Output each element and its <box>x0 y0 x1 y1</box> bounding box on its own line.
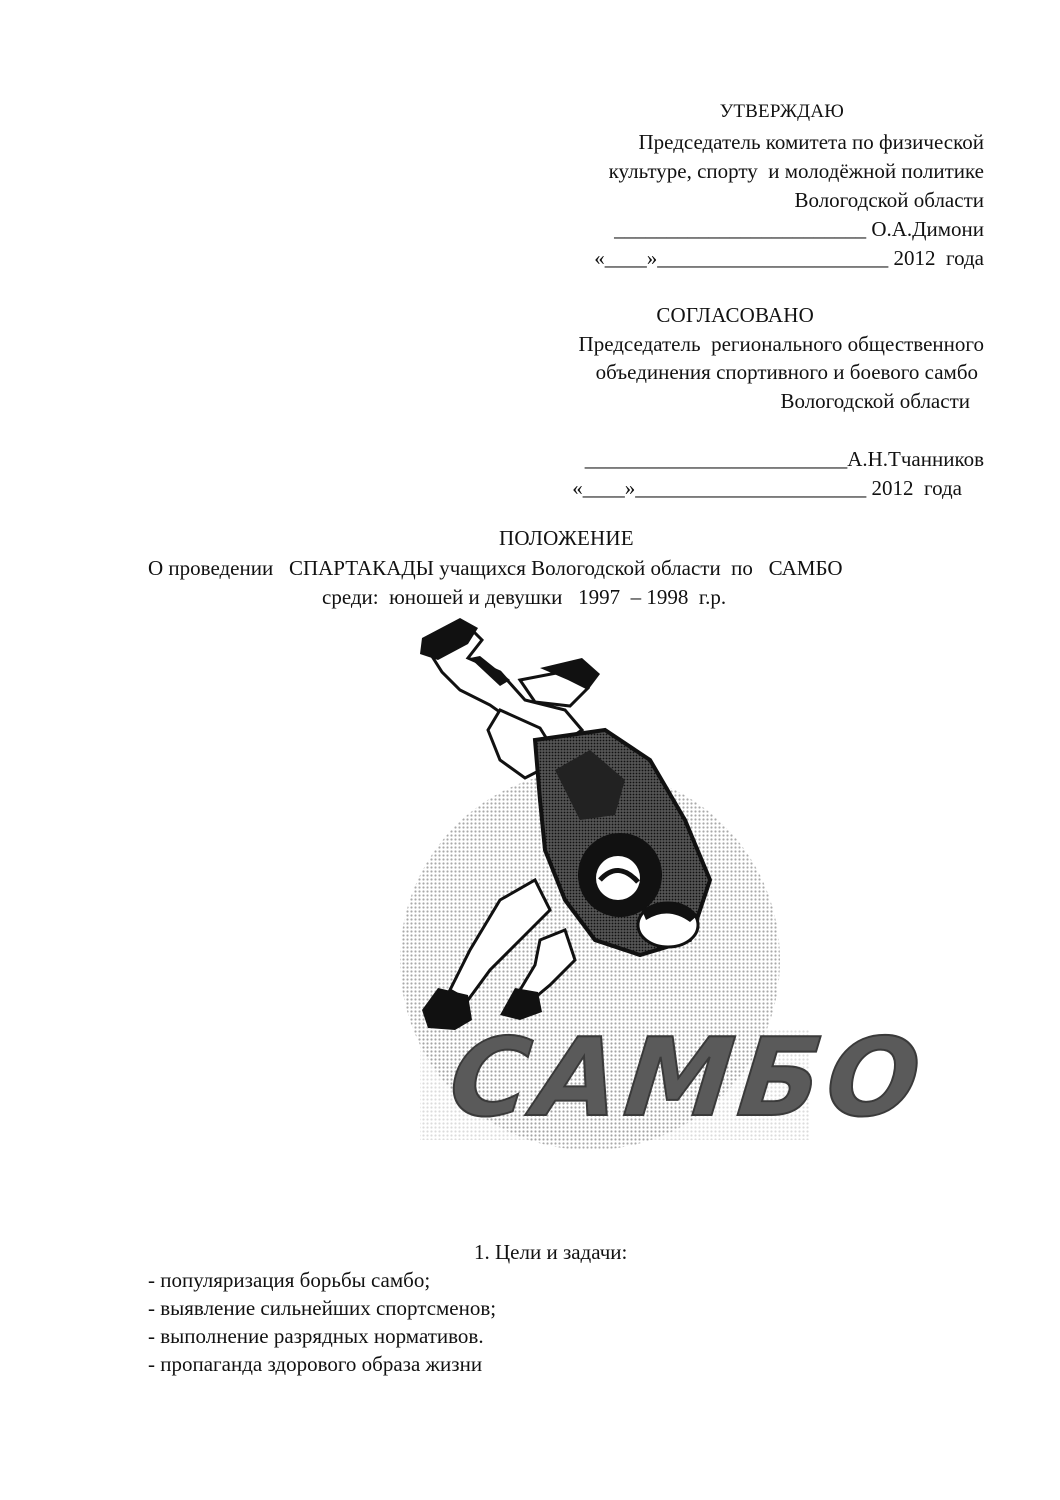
list-item: - пропаганда здорового образа жизни <box>148 1352 483 1376</box>
approve-date: «____»______________________ 2012 года <box>594 246 984 270</box>
agreed-date: «____»______________________ 2012 года <box>572 476 962 500</box>
sambo-wrestlers-logo-icon <box>350 610 932 1170</box>
logo-text: САМБО <box>444 1014 932 1141</box>
agreed-heading: СОГЛАСОВАНО <box>656 303 814 327</box>
approve-signature: ________________________ О.А.Димони <box>614 217 984 241</box>
list-item: - популяризация борьбы самбо; <box>148 1268 431 1292</box>
list-item: - выполнение разрядных нормативов. <box>148 1324 484 1348</box>
title-line-2: среди: юношей и девушки 1997 – 1998 г.р. <box>322 585 727 609</box>
approve-heading: УТВЕРЖДАЮ <box>719 101 844 122</box>
document-title: ПОЛОЖЕНИЕ <box>499 526 634 550</box>
section-1-heading: 1. Цели и задачи: <box>474 1240 628 1264</box>
agreed-signature: _________________________А.Н.Тчанников <box>584 447 984 471</box>
agreed-line-1: Председатель регионального общественного <box>578 332 984 356</box>
list-item: - выявление сильнейших спортсменов; <box>148 1296 497 1320</box>
approve-line-2: культуре, спорту и молодёжной политике <box>608 159 984 183</box>
approve-line-1: Председатель комитета по физической <box>638 130 984 154</box>
agreed-line-2: объединения спортивного и боевого самбо <box>595 360 978 384</box>
approve-line-3: Вологодской области <box>794 188 984 212</box>
title-line-1: О проведении СПАРТАКАДЫ учащихся Вологодской области по САМБО <box>148 556 843 580</box>
agreed-line-3: Вологодской области <box>780 389 970 413</box>
